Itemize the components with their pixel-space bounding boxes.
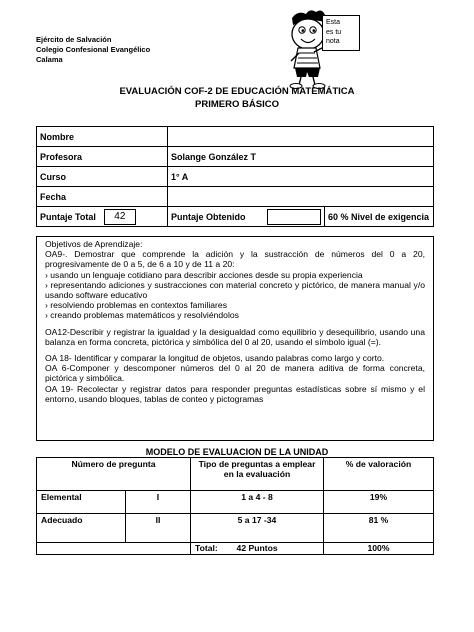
total-points-cell: [191, 543, 324, 555]
profesora-row: [37, 147, 434, 167]
row-level: Adecuado: [37, 514, 126, 543]
header-question-number: Número de pregunta: [37, 458, 191, 491]
row-type: II: [126, 514, 191, 543]
objective-oa9: OA9-. Demostrar que comprende la adición y la sustracción de números del 0 a 20, progresivamente de 0 a 5, de 6 a 10 y de 11 a 20:: [45, 249, 425, 270]
puntaje-obtenido-field[interactable]: [267, 209, 321, 225]
bubble-line-2: es tu: [326, 28, 342, 36]
objective-oa6: OA 6-Componer y descomponer números del 0 al 20 de manera aditiva de forma concreta, pictórica y simbólica.: [45, 363, 425, 384]
school-line-3: Calama: [36, 55, 63, 64]
total-points: 42 Puntos: [236, 543, 278, 553]
objective-bullet: › representando adiciones y sustracciones con material concreto y pictórico, de manera manual y/o usando software educativo: [45, 279, 425, 301]
table-row: [37, 514, 434, 543]
total-label: Total:: [195, 543, 218, 553]
school-line-1: Ejército de Salvación: [36, 35, 112, 44]
objective-bullet: › resolviendo problemas en contextos familiares: [45, 300, 227, 311]
puntaje-obtenido-label: Puntaje Obtenido: [171, 211, 246, 222]
fecha-row: [37, 187, 434, 207]
document-title: EVALUACIÓN COF-2 DE EDUCACIÓN MATEMÁTICA: [119, 86, 355, 97]
row-level: Elemental: [37, 491, 126, 514]
curso-row: [37, 167, 434, 187]
curso-label: Curso: [37, 167, 168, 187]
school-line-2: Colegio Confesional Evangélico: [36, 45, 151, 54]
bubble-line-1: Esta: [326, 19, 341, 26]
header-percentage: % de valoración: [324, 458, 434, 491]
row-range: 1 a 4 - 8: [191, 491, 324, 514]
table-header-row: [37, 458, 434, 491]
puntaje-total-value: 42: [104, 209, 136, 225]
puntaje-total-label: Puntaje Total: [40, 211, 96, 222]
nombre-row: [37, 127, 434, 147]
table-row: [37, 491, 434, 514]
profesora-value: Solange González T: [168, 147, 434, 167]
total-percentage: 100%: [324, 543, 434, 555]
student-info-table: [36, 126, 434, 227]
total-empty-cell: [37, 543, 191, 555]
learning-objectives-box: [36, 236, 434, 441]
objective-bullet: › creando problemas matemáticos y resolviéndolos: [45, 310, 239, 321]
objectives-heading: Objetivos de Aprendizaje:: [45, 239, 143, 249]
total-row: [37, 543, 434, 555]
model-title: MODELO DE EVALUACION DE LA UNIDAD: [145, 447, 329, 457]
nombre-label: Nombre: [37, 127, 168, 147]
fecha-label: Fecha: [37, 187, 168, 207]
document-subtitle: PRIMERO BÁSICO: [195, 99, 279, 110]
exigencia-label: 60 % Nivel de exigencia: [325, 207, 434, 227]
profesora-label: Profesora: [37, 147, 168, 167]
nombre-field[interactable]: [168, 127, 434, 147]
puntaje-total-cell: [37, 207, 168, 227]
puntaje-obtenido-cell: [168, 207, 325, 227]
grade-speech-bubble: [322, 15, 360, 51]
curso-value: 1° A: [168, 167, 434, 187]
fecha-field[interactable]: [168, 187, 434, 207]
row-percentage: 19%: [324, 491, 434, 514]
row-type: I: [126, 491, 191, 514]
row-percentage: 81 %: [324, 514, 434, 543]
evaluation-model-table: [36, 457, 434, 555]
row-range: 5 a 17 -34: [191, 514, 324, 543]
header-question-type: Tipo de preguntas a emplear en la evaluación: [191, 458, 324, 491]
school-header: [36, 35, 150, 65]
objective-oa18: OA 18- Identificar y comparar la longitud de objetos, usando palabras como largo y corto.: [45, 353, 385, 364]
objective-oa19: OA 19- Recolectar y registrar datos para responder preguntas estadísticas sobre sí mismo y el entorno, usando bloques, tablas de conteo y pictogramas: [45, 383, 425, 404]
puntaje-row: [37, 207, 434, 227]
objective-bullet: › usando un lenguaje cotidiano para describir acciones desde su propia experiencia: [45, 269, 363, 280]
bubble-line-3: nota: [326, 38, 340, 45]
objective-oa12: OA12-Describir y registrar la igualdad y la desigualdad como equilibrio y desequilibrio, usando una balanza en forma concreta, pictórica y simbólica del 0 al 20, usando el símbolo igual (=).: [45, 326, 425, 347]
